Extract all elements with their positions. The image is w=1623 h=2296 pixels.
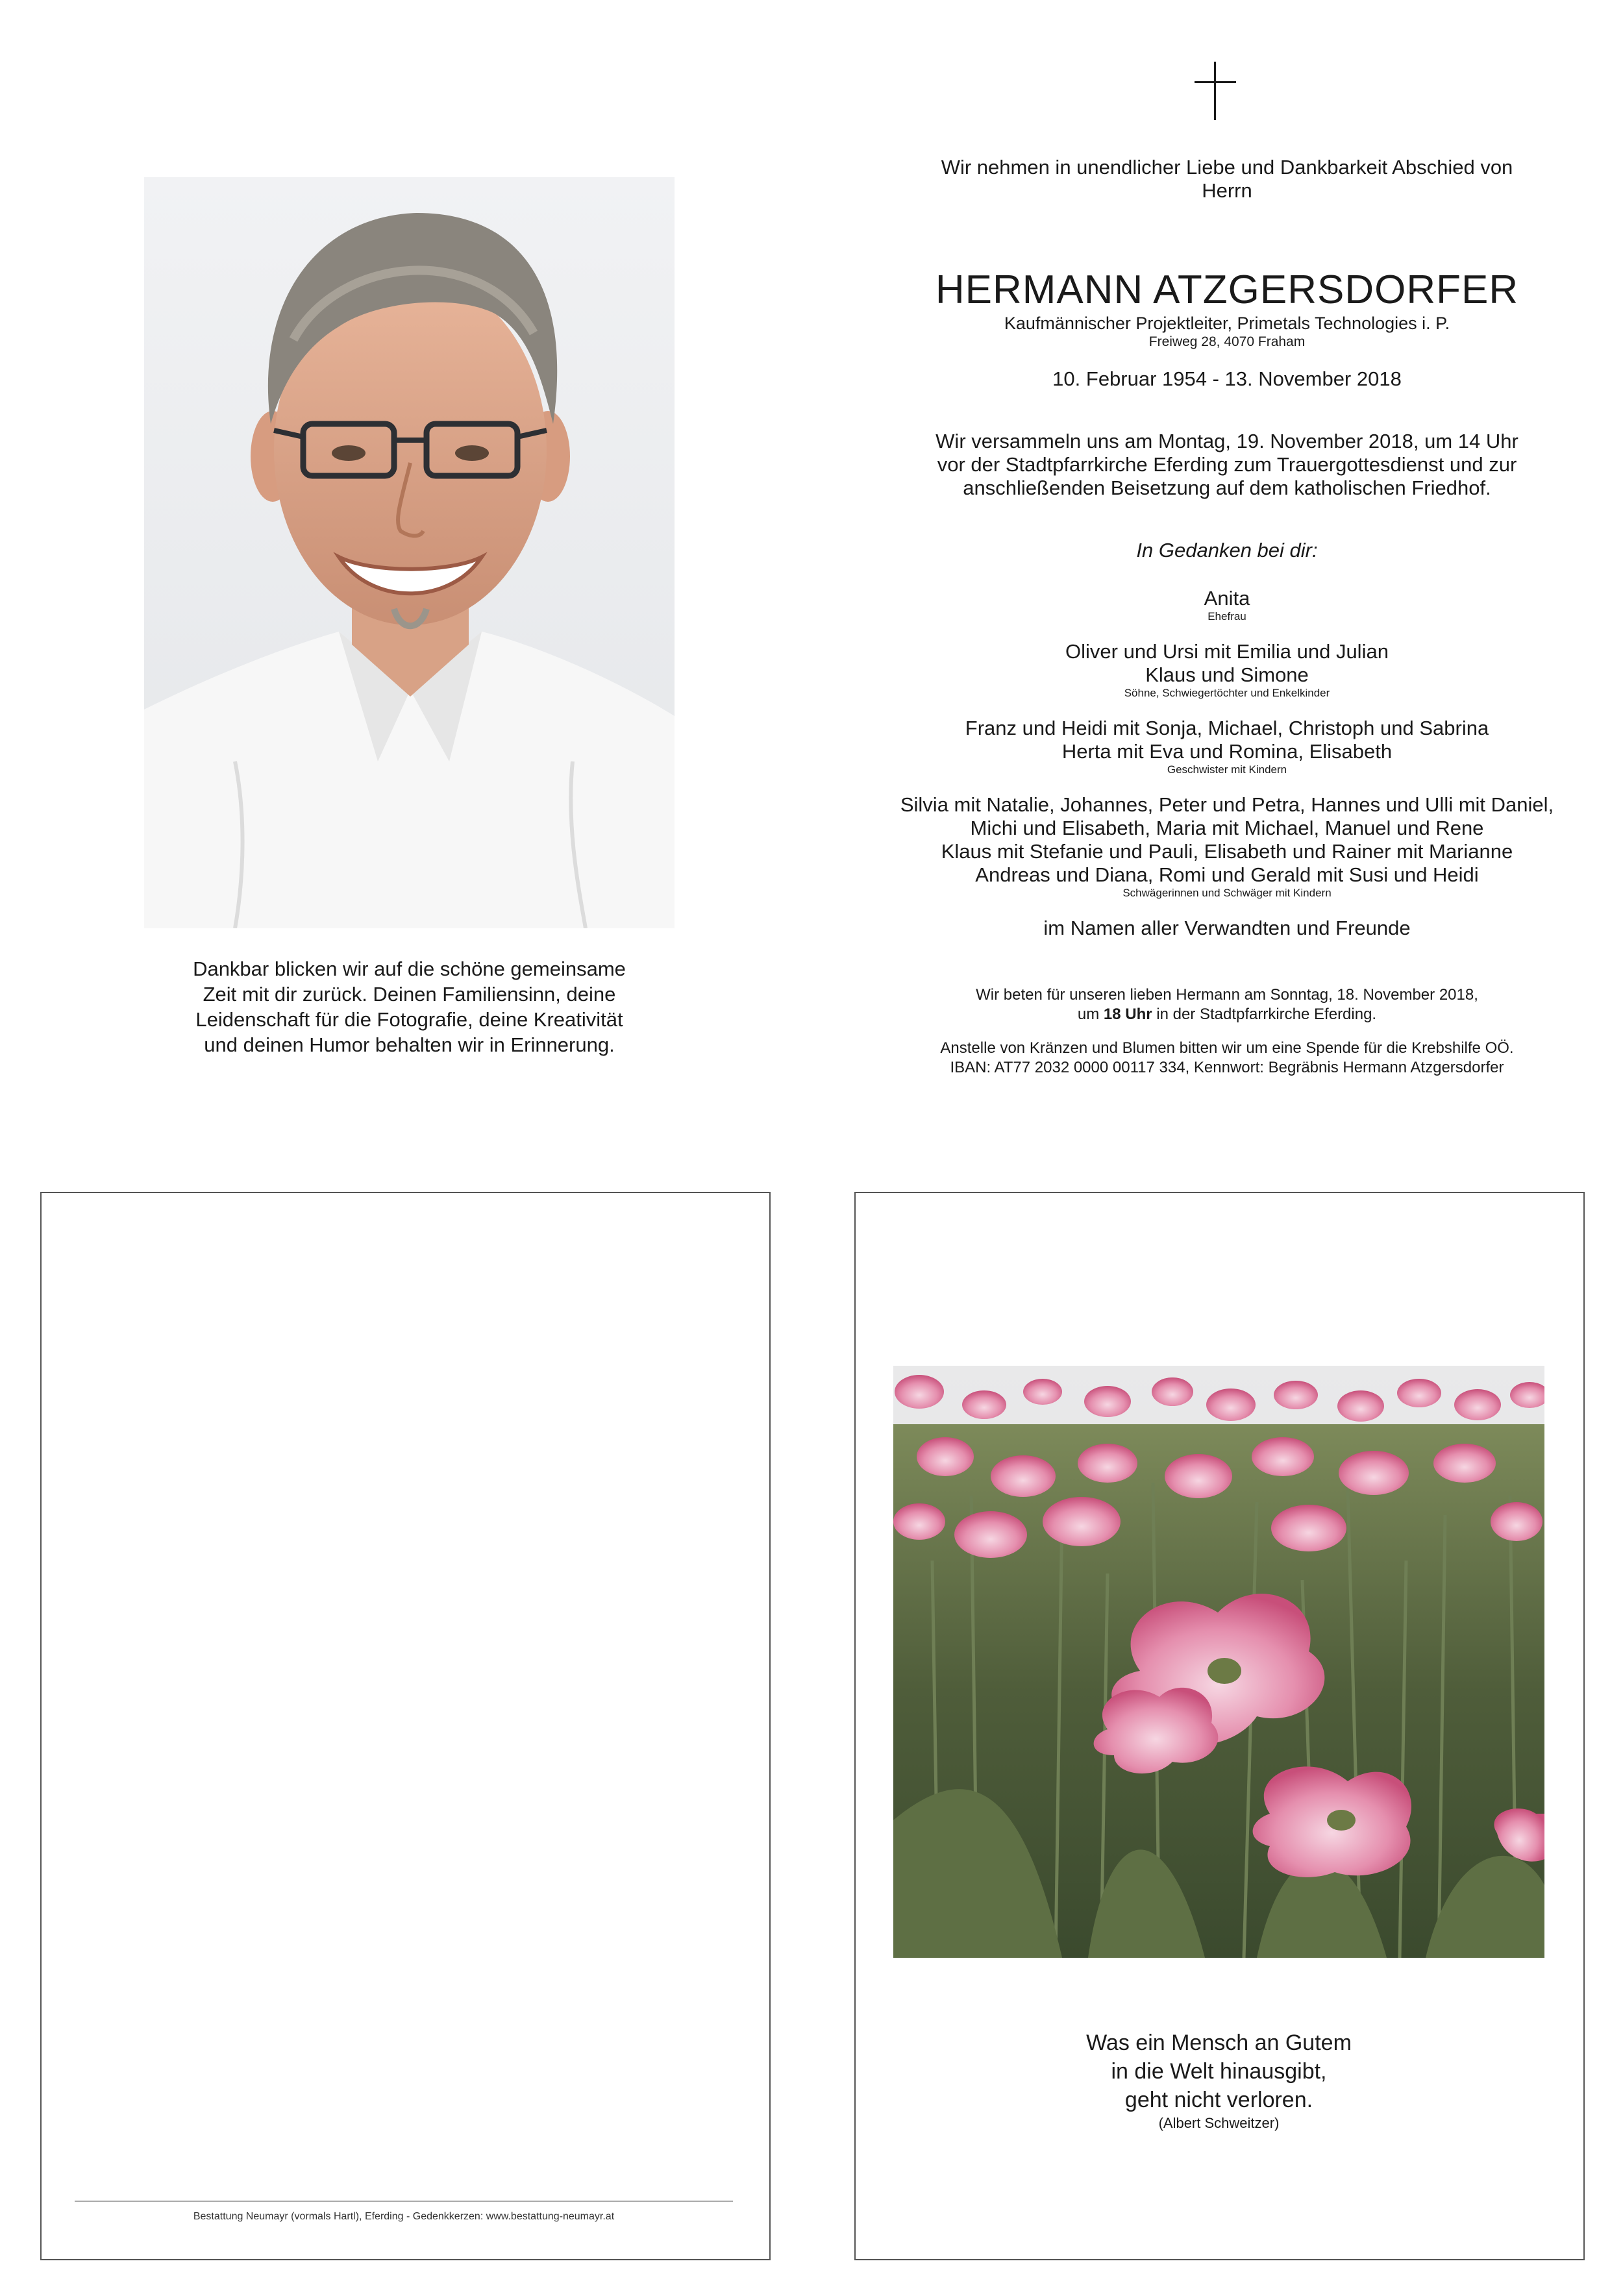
family-line: Silvia mit Natalie, Johannes, Peter und Petra, Hannes und Ulli mit Daniel, (900, 793, 1554, 816)
caption-line: Dankbar blicken wir auf die schöne gemeinsame (193, 957, 626, 980)
portrait-photo (144, 177, 675, 928)
family-line: Michi und Elisabeth, Maria mit Michael, Manuel und Rene (970, 817, 1484, 839)
prayer-line: Wir beten für unseren lieben Hermann am Sonntag, 18. November 2018, (976, 986, 1478, 1004)
caption-line: Leidenschaft für die Fotografie, deine Kreativität (195, 1008, 623, 1031)
service-line: Wir versammeln uns am Montag, 19. November 2018, um 14 Uhr (935, 430, 1518, 452)
service-line: anschließenden Beisetzung auf dem katholischen Friedhof. (963, 476, 1491, 499)
memorial-caption (144, 956, 675, 1057)
prayer-time: 18 Uhr (1103, 1006, 1152, 1023)
footer-credit: Bestattung Neumayr (vormals Hartl), Eferding - Gedenkkerzen: www.bestattung-neumayr.at (193, 2211, 615, 2222)
life-dates: 10. Februar 1954 - 13. November 2018 (1052, 367, 1402, 390)
prayer-notice (870, 985, 1584, 1024)
family-line: Klaus und Simone (1145, 663, 1309, 686)
family-line: Oliver und Ursi mit Emilia und Julian (1065, 640, 1389, 663)
donation-line: IBAN: AT77 2032 0000 00117 334, Kennwort: Begräbnis Hermann Atzgersdorfer (950, 1059, 1504, 1076)
quote-line: Was ein Mensch an Gutem (1086, 2031, 1352, 2055)
donation-line: Anstelle von Kränzen und Blumen bitten wir um eine Spende für die Krebshilfe OÖ. (940, 1039, 1514, 1057)
cross-icon (1195, 62, 1236, 120)
thoughts-heading: In Gedanken bei dir: (1136, 539, 1318, 562)
intro-text (870, 156, 1584, 203)
family-line: Klaus mit Stefanie und Pauli, Elisabeth und Rainer mit Marianne (941, 840, 1513, 863)
obituary-text (870, 156, 1584, 1078)
poppy-field-image (893, 1366, 1544, 1958)
service-line: vor der Stadtpfarrkirche Eferding zum Trauergottesdienst und zur (937, 453, 1517, 476)
prayer-post: in der Stadtpfarrkirche Eferding. (1152, 1006, 1377, 1023)
family-relation: Geschwister mit Kindern (1167, 763, 1287, 776)
prayer-line (870, 1005, 1584, 1024)
family-relation: Schwägerinnen und Schwäger mit Kindern (1122, 887, 1332, 899)
deceased-address: Freiweg 28, 4070 Fraham (1148, 334, 1306, 349)
back-page (40, 1192, 771, 2260)
family-line: Herta mit Eva und Romina, Elisabeth (1061, 740, 1393, 763)
caption-line: und deinen Humor behalten wir in Erinnerung. (204, 1033, 615, 1056)
intro-line: Wir nehmen in unendlicher Liebe und Dankbarkeit Abschied von (941, 156, 1513, 179)
family-line: Franz und Heidi mit Sonja, Michael, Christoph und Sabrina (965, 717, 1489, 739)
service-announcement (870, 430, 1584, 500)
family-group (870, 587, 1584, 623)
family-relation: Söhne, Schwiegertöchter und Enkelkinder (1124, 687, 1330, 699)
quote-author: (Albert Schweitzer) (1158, 2115, 1280, 2131)
deceased-occupation: Kaufmännischer Projektleiter, Primetals Technologies i. P. (1004, 314, 1450, 333)
family-group (870, 640, 1584, 700)
family-relation: Ehefrau (1208, 610, 1246, 623)
family-line: Andreas und Diana, Romi und Gerald mit Susi und Heidi (975, 863, 1479, 886)
family-group (870, 717, 1584, 776)
family-group (870, 793, 1584, 900)
quote-line: in die Welt hinausgibt, (1111, 2059, 1327, 2084)
footer-divider (75, 2201, 733, 2202)
deceased-name: HERMANN ATZGERSDORFER (935, 267, 1519, 312)
quote-line: geht nicht verloren. (1124, 2088, 1313, 2112)
closing-line: im Namen aller Verwandten und Freunde (1043, 917, 1411, 939)
caption-line: Zeit mit dir zurück. Deinen Familiensinn, deine (203, 983, 616, 1006)
family-line: Anita (1204, 587, 1250, 610)
intro-line: Herrn (1202, 179, 1252, 202)
memorial-quote (893, 2029, 1544, 2132)
prayer-pre: um (1077, 1006, 1104, 1023)
donation-notice (870, 1039, 1584, 1078)
